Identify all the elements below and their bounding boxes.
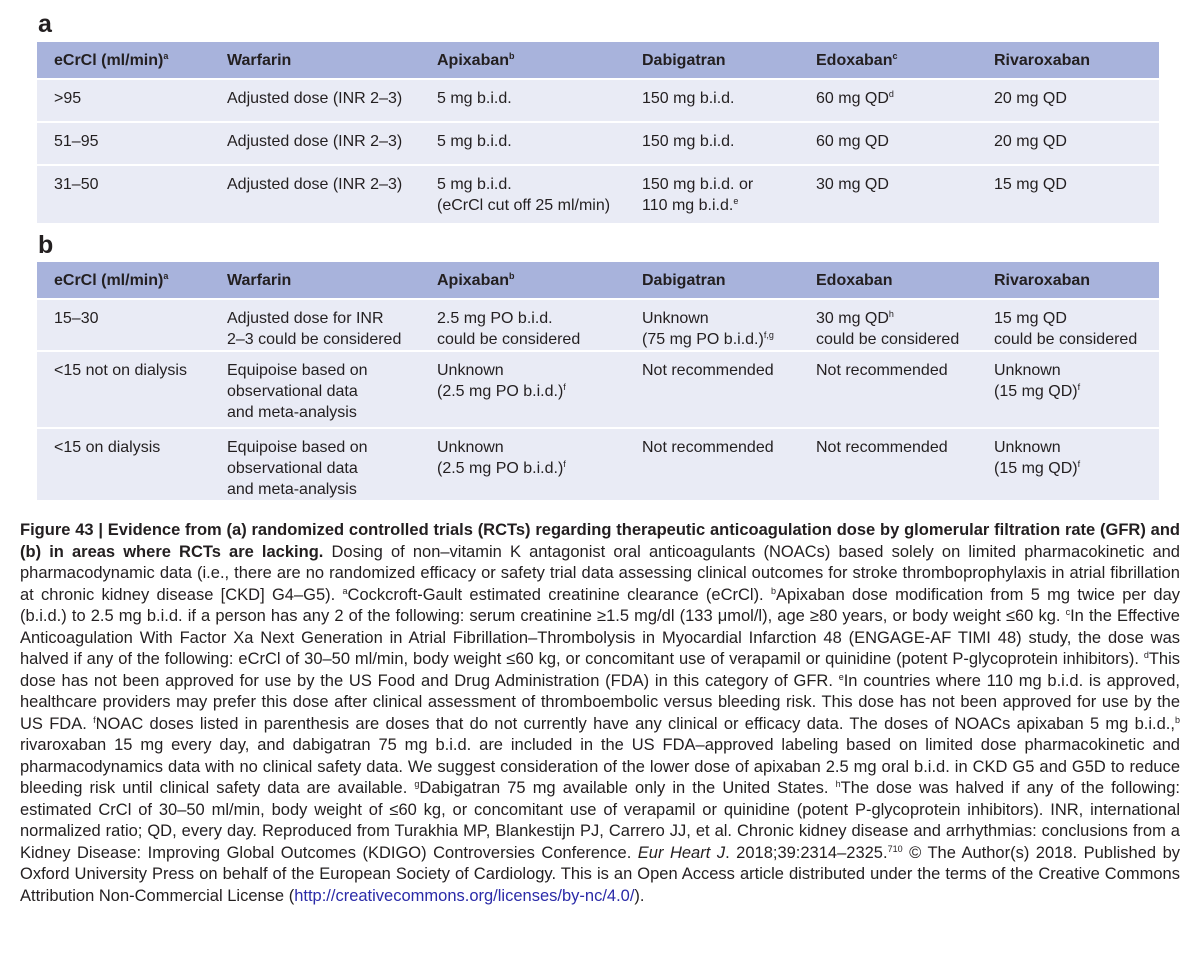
caption-text: The dose was halved if any of the following: estimated CrCl of 30–50 ml/min, body weight of ≤60 kg, or concomitant use of verapamil or quinidine (potent P-glycoprotein inhibitors). INR, international normalized ratio; QD, every day. Reproduced from Turakhia MP, Blankestijn PJ, Carrero JJ, et al. Chronic kidney disease and arrhythmias: conclusions from a Kidney Disease: Improving Global Outcomes (KDIGO) Controversies Conference. <box>20 779 1180 862</box>
table-cell <box>37 165 210 223</box>
figure-caption <box>20 520 1180 907</box>
cell-line <box>437 131 625 152</box>
cell-text: Adjusted dose (INR 2–3) <box>227 176 403 193</box>
cell-line <box>54 360 210 381</box>
cell-line <box>437 437 625 458</box>
caption-text: . 2018;39:2314–2325. <box>725 843 888 862</box>
table-row <box>37 299 1159 351</box>
cell-line <box>227 479 420 500</box>
table-row <box>37 428 1159 500</box>
cell-text: Edoxaban <box>816 271 893 289</box>
cell-text: (2.5 mg PO b.i.d.) <box>437 383 564 400</box>
cell-text: 2.5 mg PO b.i.d. <box>437 310 553 327</box>
footnote-marker: f <box>563 459 566 469</box>
cell-text: (eCrCl cut off 25 ml/min) <box>437 197 611 214</box>
cell-text: 20 mg QD <box>994 90 1067 107</box>
cell-line <box>437 381 625 402</box>
cell-line <box>816 88 977 109</box>
caption-text: Dosing of non–vitamin K antagonist oral anticoagulants (NOACs) based solely on limited pharmacokinetic and pharmacodynamic data (i.e., there are no randomized efficacy or safety trial data assessing clinical outcomes for stroke thromboprophylaxis in atrial fibrillation at chronic kidney disease [CKD] G4–G5). <box>20 542 1180 604</box>
cell-text: 5 mg b.i.d. <box>437 133 512 150</box>
cell-line <box>227 88 420 109</box>
footnote-marker: f,g <box>763 330 774 340</box>
cell-line <box>227 381 420 402</box>
column-header <box>37 262 210 299</box>
caption-text: ). <box>634 886 645 905</box>
cell-text: Not recommended <box>816 362 948 379</box>
cell-text: Dabigatran <box>642 271 726 289</box>
cell-text: 150 mg b.i.d. or <box>642 176 754 193</box>
cell-text: (15 mg QD) <box>994 460 1078 477</box>
cell-text: and meta-analysis <box>227 404 357 421</box>
cell-line <box>54 88 210 109</box>
license-link[interactable]: http://creativecommons.org/licenses/by-nc/4.0/ <box>294 886 635 905</box>
cell-text: Unknown <box>437 439 504 456</box>
cell-text: 30 mg QD <box>816 176 889 193</box>
journal-name: Eur Heart J <box>637 843 726 862</box>
footnote-marker: b <box>509 50 515 61</box>
table-cell <box>799 79 977 122</box>
cell-line <box>437 308 625 329</box>
cell-text: Unknown <box>994 439 1061 456</box>
caption-text: This dose has not been approved for use by the US Food and Drug Administration (FDA) in this category of GFR. <box>20 650 1180 690</box>
cell-line <box>994 88 1159 109</box>
table-cell <box>210 165 420 223</box>
table-cell <box>210 122 420 165</box>
table-cell <box>37 79 210 122</box>
footnote-marker: d <box>1143 650 1149 660</box>
table-row <box>37 122 1159 165</box>
footnote-marker: e <box>838 671 844 682</box>
column-header <box>799 42 977 79</box>
cell-text: 15–30 <box>54 310 99 327</box>
cell-line <box>994 381 1159 402</box>
cell-line <box>227 131 420 152</box>
footnote-marker: f <box>93 714 96 725</box>
column-header <box>799 262 977 299</box>
cell-text: Unknown <box>994 362 1061 379</box>
cell-text: 60 mg QD <box>816 90 889 107</box>
cell-text: 15 mg QD <box>994 176 1067 193</box>
cell-text: Not recommended <box>816 439 948 456</box>
column-header <box>977 262 1159 299</box>
table-cell <box>977 299 1159 351</box>
footnote-marker: f <box>1077 459 1081 469</box>
table-cell <box>420 122 625 165</box>
cell-line <box>227 402 420 423</box>
column-header <box>210 262 420 299</box>
cell-text: Warfarin <box>227 51 292 69</box>
cell-text: (15 mg QD) <box>994 383 1078 400</box>
footnote-marker: h <box>888 309 894 319</box>
cell-text: Adjusted dose (INR 2–3) <box>227 133 403 150</box>
cell-text: <15 not on dialysis <box>54 362 187 379</box>
table-cell <box>799 299 977 351</box>
cell-line <box>227 458 420 479</box>
cell-text: eCrCl (ml/min) <box>54 271 164 289</box>
cell-text: Adjusted dose for INR <box>227 310 384 327</box>
footnote-marker: b <box>509 270 515 281</box>
cell-line <box>642 437 799 458</box>
cell-text: (2.5 mg PO b.i.d.) <box>437 460 564 477</box>
cell-line <box>54 308 210 329</box>
cell-line <box>642 174 799 195</box>
table-cell <box>420 79 625 122</box>
cell-text: Dabigatran <box>642 51 726 69</box>
caption-body <box>20 543 1180 905</box>
column-header <box>420 262 625 299</box>
cell-text: 15 mg QD <box>994 310 1067 327</box>
table-cell <box>625 79 799 122</box>
cell-text: Not recommended <box>642 439 774 456</box>
cell-text: could be considered <box>816 331 960 348</box>
table-cell <box>977 79 1159 122</box>
table-cell <box>799 165 977 223</box>
cell-text: >95 <box>54 90 82 107</box>
column-header <box>420 42 625 79</box>
footnote-marker: 710 <box>887 843 903 854</box>
table-cell <box>625 299 799 351</box>
cell-line <box>54 131 210 152</box>
cell-line <box>816 360 977 381</box>
table-cell <box>625 428 799 500</box>
table-cell <box>210 351 420 428</box>
table-cell <box>977 351 1159 428</box>
cell-text: could be considered <box>994 331 1138 348</box>
footnote-marker: b <box>1174 714 1180 725</box>
table-a <box>37 42 1159 223</box>
cell-line <box>816 174 977 195</box>
table-cell <box>37 351 210 428</box>
cell-text: Rivaroxaban <box>994 271 1091 289</box>
cell-line <box>437 88 625 109</box>
cell-text: (75 mg PO b.i.d.) <box>642 331 764 348</box>
cell-text: <15 on dialysis <box>54 439 161 456</box>
cell-text: 2–3 could be considered <box>227 331 402 348</box>
cell-text: 30 mg QD <box>816 310 889 327</box>
footnote-marker: f <box>1077 382 1081 392</box>
cell-text: observational data <box>227 383 358 400</box>
cell-line <box>816 437 977 458</box>
cell-line <box>437 360 625 381</box>
column-header <box>625 42 799 79</box>
cell-line <box>642 131 799 152</box>
cell-line <box>642 308 799 329</box>
cell-text: eCrCl (ml/min) <box>54 51 164 69</box>
cell-text: 60 mg QD <box>816 133 889 150</box>
cell-text: and meta-analysis <box>227 481 357 498</box>
cell-text: Adjusted dose (INR 2–3) <box>227 90 403 107</box>
cell-line <box>227 360 420 381</box>
table-cell <box>210 79 420 122</box>
footnote-marker: c <box>892 50 898 61</box>
cell-text: could be considered <box>437 331 581 348</box>
cell-text: Edoxaban <box>816 51 893 69</box>
cell-line <box>437 174 625 195</box>
table-cell <box>799 122 977 165</box>
caption-text: Cockcroft-Gault estimated creatinine clearance (eCrCl). <box>347 585 771 604</box>
table-cell <box>977 122 1159 165</box>
caption-text: Apixaban dose modification from 5 mg twice per day (b.i.d.) to 2.5 mg b.i.d. if a person has any 2 of the following: serum creatinine ≥1.5 mg/dl (133 μmol/l), age ≥80 years, or body weight ≤60 kg. <box>20 585 1180 625</box>
cell-text: 150 mg b.i.d. <box>642 90 735 107</box>
caption-text: In countries where 110 mg b.i.d. is approved, healthcare providers may prefer this dose after clinical assessment of thromboembolic versus bleeding risk. This dose has not been approved for use by the US FDA. <box>20 671 1180 733</box>
table-a-header-row <box>37 42 1159 79</box>
cell-text: 150 mg b.i.d. <box>642 133 735 150</box>
footnote-marker: a <box>342 585 348 596</box>
table-cell <box>420 351 625 428</box>
table-cell <box>37 122 210 165</box>
footnote-marker: e <box>733 196 739 206</box>
table-cell <box>799 428 977 500</box>
caption-text: © The Author(s) 2018. Published by Oxford University Press on behalf of the European Society of Cardiology. This is an Open Access article distributed under the terms of the Creative Commons Attribution Non-Commercial License ( <box>20 843 1180 905</box>
cell-line <box>816 131 977 152</box>
cell-line <box>642 195 799 216</box>
column-header <box>977 42 1159 79</box>
table-cell <box>420 165 625 223</box>
cell-text: Apixaban <box>437 271 510 289</box>
cell-line <box>994 437 1159 458</box>
cell-text: Rivaroxaban <box>994 51 1091 69</box>
cell-text: Equipoise based on <box>227 439 368 456</box>
cell-text: 5 mg b.i.d. <box>437 176 512 193</box>
cell-line <box>437 195 625 216</box>
table-cell <box>210 428 420 500</box>
cell-line <box>437 458 625 479</box>
cell-line <box>54 174 210 195</box>
column-header <box>37 42 210 79</box>
table-row <box>37 351 1159 428</box>
footnote-marker: c <box>1065 607 1071 617</box>
table-cell <box>799 351 977 428</box>
table-row <box>37 79 1159 122</box>
cell-text: Unknown <box>437 362 504 379</box>
cell-text: Not recommended <box>642 362 774 379</box>
cell-line <box>994 329 1159 350</box>
table-cell <box>625 165 799 223</box>
cell-text: 5 mg b.i.d. <box>437 90 512 107</box>
cell-line <box>227 308 420 329</box>
cell-line <box>994 458 1159 479</box>
cell-line <box>227 329 420 350</box>
cell-text: Equipoise based on <box>227 362 368 379</box>
cell-line <box>994 131 1159 152</box>
cell-text: 31–50 <box>54 176 99 193</box>
cell-line <box>227 174 420 195</box>
cell-line <box>642 329 799 350</box>
cell-text: 51–95 <box>54 133 99 150</box>
cell-text: 20 mg QD <box>994 133 1067 150</box>
column-header <box>625 262 799 299</box>
table-b <box>37 262 1159 500</box>
caption-text: Dabigatran 75 mg available only in the United States. <box>419 779 836 797</box>
caption-title: Figure 43 | Evidence from (a) randomized controlled trials (RCTs) regarding therapeutic anticoagulation dose by glomerular filtration rate (GFR) and (b) in areas where RCTs are lacking. <box>20 521 1180 561</box>
panel-b-label: b <box>38 231 54 259</box>
table-cell <box>210 299 420 351</box>
cell-line <box>994 174 1159 195</box>
caption-text: rivaroxaban 15 mg every day, and dabigatran 75 mg b.i.d. are included in the US FDA–approved labeling based on limited dose pharmacokinetic and pharmacodynamics data with no clinical safety data. We suggest consideration of the lower dose of apixaban 2.5 mg oral b.i.d. in CKD G5 and G5D to reduce bleeding risk until clinical safety data are available. <box>20 736 1180 797</box>
cell-line <box>642 88 799 109</box>
footnote-marker: a <box>163 50 169 61</box>
cell-text: Apixaban <box>437 51 510 69</box>
cell-line <box>994 360 1159 381</box>
caption-text: In the Effective Anticoagulation With Factor Xa Next Generation in Atrial Fibrillation–Thrombolysis in Myocardial Infarction 48 (ENGAGE-AF TIMI 48) study, the dose was halved if any of the following: eCrCl of 30–50 ml/min, body weight ≤60 kg, or concomitant use of verapamil or quinidine (potent P-glycoprotein inhibitors). <box>20 607 1180 668</box>
cell-text: Unknown <box>642 310 709 327</box>
footnote-marker: h <box>835 779 841 789</box>
footnote-marker: d <box>888 89 894 99</box>
column-header <box>210 42 420 79</box>
footnote-marker: f <box>563 382 566 392</box>
footnote-marker: g <box>414 779 420 789</box>
cell-line <box>227 437 420 458</box>
table-cell <box>977 165 1159 223</box>
table-cell <box>420 428 625 500</box>
table-cell <box>420 299 625 351</box>
cell-line <box>54 437 210 458</box>
cell-text: 110 mg b.i.d. <box>642 197 734 214</box>
table-cell <box>37 428 210 500</box>
cell-line <box>642 360 799 381</box>
panel-a-label: a <box>38 10 52 38</box>
caption-text: NOAC doses listed in parenthesis are doses that do not currently have any clinical or efficacy data. The doses of NOACs apixaban 5 mg b.i.d., <box>95 714 1175 733</box>
table-cell <box>977 428 1159 500</box>
table-cell <box>625 122 799 165</box>
footnote-marker: a <box>163 270 169 281</box>
cell-line <box>994 308 1159 329</box>
cell-line <box>437 329 625 350</box>
table-cell <box>37 299 210 351</box>
table-row <box>37 165 1159 223</box>
cell-text: observational data <box>227 460 358 477</box>
table-cell <box>625 351 799 428</box>
cell-line <box>816 308 977 329</box>
table-b-header-row <box>37 262 1159 299</box>
cell-line <box>816 329 977 350</box>
cell-text: Warfarin <box>227 271 292 289</box>
footnote-marker: b <box>770 585 776 596</box>
